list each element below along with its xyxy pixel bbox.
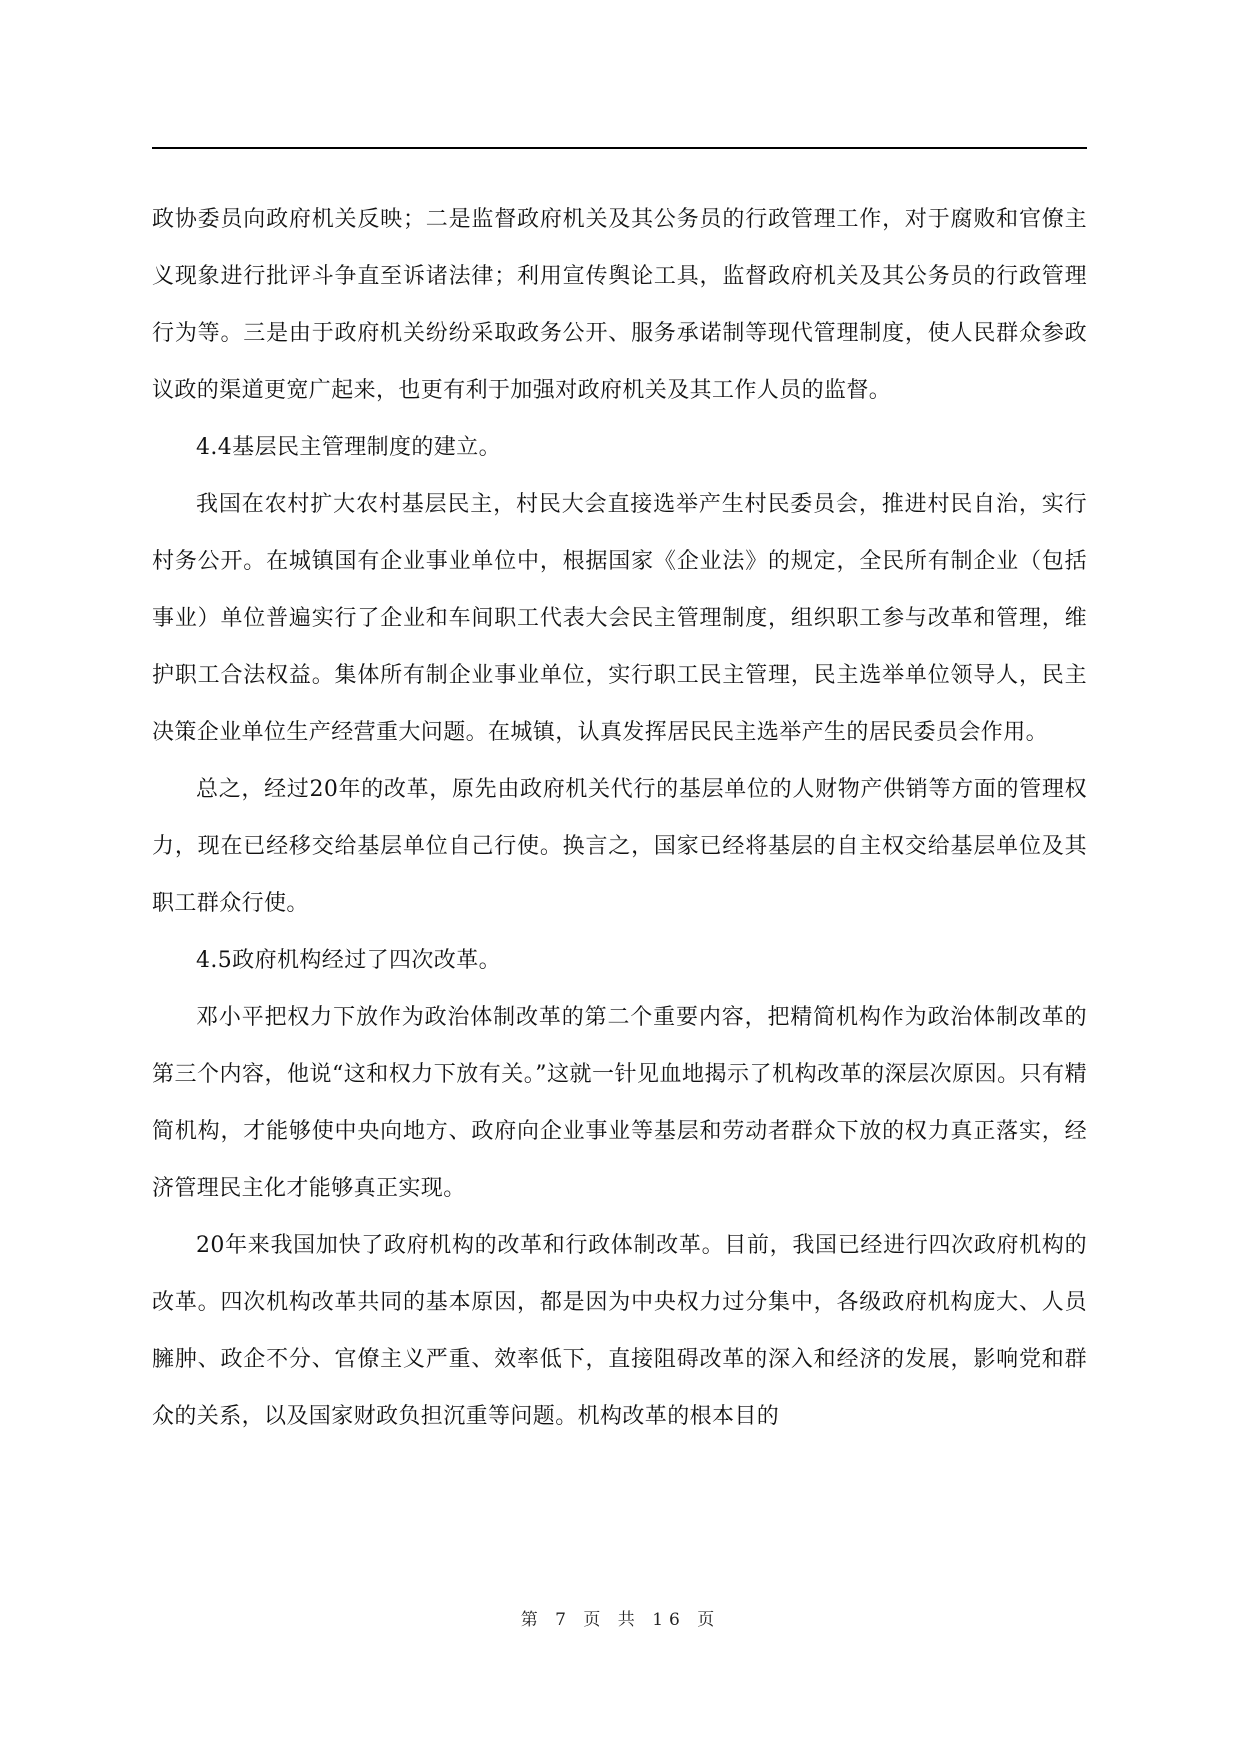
paragraph-deng-xiaoping: 邓小平把权力下放作为政治体制改革的第二个重要内容，把精简机构作为政治体制改革的第三个内容，他说“这和权力下放有关。”这就一针见血地揭示了机构改革的深层次原因。只有精简机构，才能够使中央向地方、政府向企业事业等基层和劳动者群众下放的权力真正落实，经济管理民主化才能够真正实现。 [152, 1005, 1087, 1201]
header-rule [152, 147, 1087, 149]
paragraph-grassroots-democracy: 我国在农村扩大农村基层民主，村民大会直接选举产生村民委员会，推进村民自治，实行村务公开。在城镇国有企业事业单位中，根据国家《企业法》的规定，全民所有制企业（包括事业）单位普遍实行了企业和车间职工代表大会民主管理制度，组织职工参与改革和管理，维护职工合法权益。集体所有制企业事业单位，实行职工民主管理，民主选举单位领导人，民主决策企业单位生产经营重大问题。在城镇，认真发挥居民民主选举产生的居民委员会作用。 [152, 492, 1087, 745]
paragraph-institutional-reform: 20年来我国加快了政府机构的改革和行政体制改革。目前，我国已经进行四次政府机构的改革。四次机构改革共同的基本原因，都是因为中央权力过分集中，各级政府机构庞大、人员臃肿、政企不分、官僚主义严重、效率低下，直接阻碍改革的深入和经济的发展，影响党和群众的关系，以及国家财政负担沉重等问题。机构改革的根本目的 [152, 1233, 1087, 1429]
section-heading-4-4: 4.4基层民主管理制度的建立。 [196, 435, 501, 460]
section-heading-4-5: 4.5政府机构经过了四次改革。 [196, 948, 501, 973]
page-footer: 第 7 页 共 16 页 [520, 1610, 721, 1630]
document-body [152, 191, 1087, 1445]
paragraph-continuation: 政协委员向政府机关反映；二是监督政府机关及其公务员的行政管理工作，对于腐败和官僚主义现象进行批评斗争直至诉诸法律；利用宣传舆论工具，监督政府机关及其公务员的行政管理行为等。三是由于政府机关纷纷采取政务公开、服务承诺制等现代管理制度，使人民群众参政议政的渠道更宽广起来，也更有利于加强对政府机关及其工作人员的监督。 [152, 207, 1087, 403]
paragraph-summary: 总之，经过20年的改革，原先由政府机关代行的基层单位的人财物产供销等方面的管理权力，现在已经移交给基层单位自己行使。换言之，国家已经将基层的自主权交给基层单位及其职工群众行使。 [152, 777, 1087, 916]
